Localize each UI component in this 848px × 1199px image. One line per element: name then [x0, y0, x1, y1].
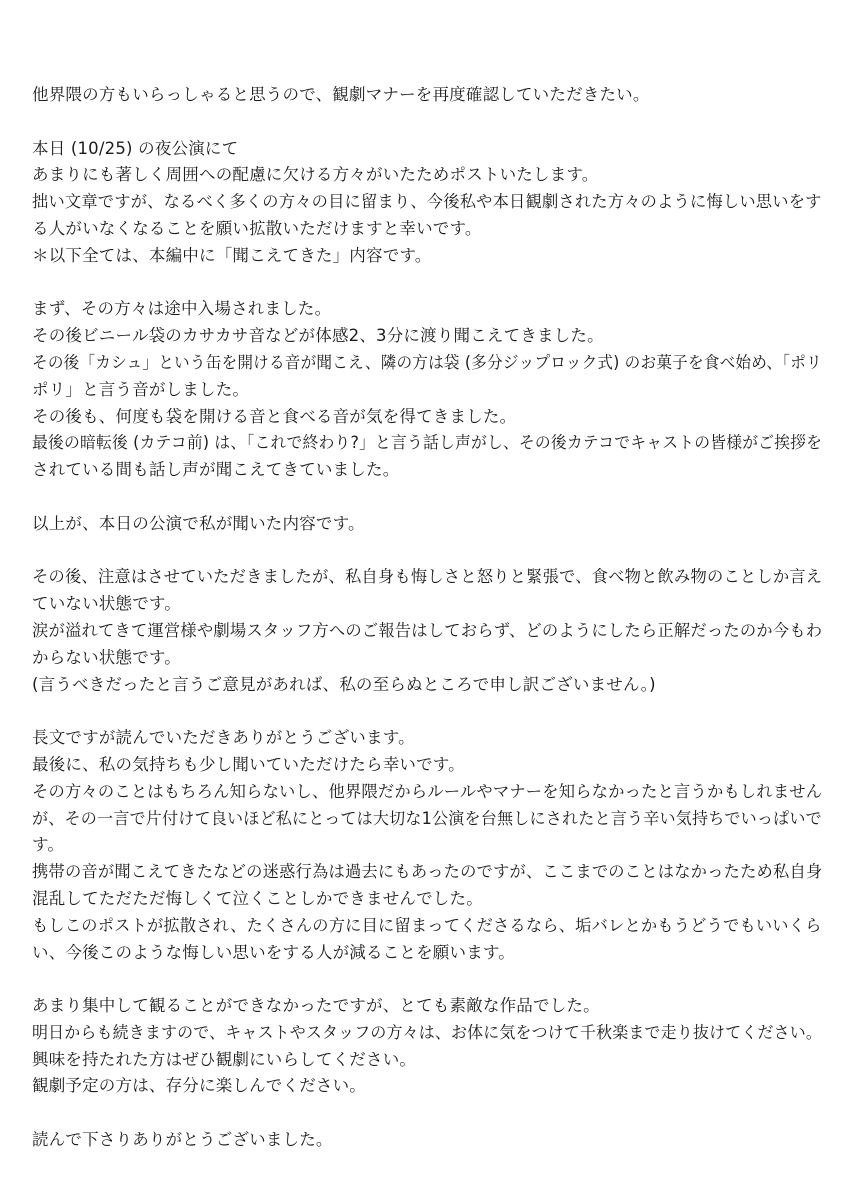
text-line: もしこのポストが拡散され、たくさんの方に目に留まってくださるなら、垢バレとかもうどうでもいいくら — [32, 915, 822, 935]
text-line: ポリ」と言う音がしました。 — [32, 379, 250, 399]
text-line: その後も、何度も袋を開ける音と食べる音が気を得てきました。 — [32, 406, 517, 426]
text-line: 携帯の音が聞こえてきたなどの迷惑行為は過去にもあったのですが、ここまでのことはなかったため私自身 — [32, 862, 823, 882]
text-line: 他界隈の方もいらっしゃると思うので、観劇マナーを再度確認していただきたい。 — [32, 85, 650, 104]
paragraph-gap — [32, 1100, 822, 1127]
paragraph-gap — [32, 698, 822, 725]
text-line: からない状態です。 — [32, 647, 181, 667]
text-line: 明日からも続きますので、キャストやスタッフの方々は、お体に気をつけて千秋楽まで走り抜けてください。 — [32, 1022, 822, 1042]
text-line: 興味を持たれた方はぜひ観劇にいらしてください。 — [32, 1049, 417, 1069]
text-line: い、今後このような悔しい思いをする人が減ることを願います。 — [32, 942, 515, 962]
paragraph-gap — [32, 538, 822, 565]
text-line: あまり集中して観ることができなかったですが、とても素敵な作品でした。 — [32, 996, 600, 1016]
text-line: その後、注意はさせていただきましたが、私自身も悔しさと怒りと緊張で、食べ物と飲み物のことしか言え — [32, 567, 823, 587]
text-line: 拙い文章ですが、なるべく多くの方々の目に留まり、今後私や本日観劇された方々のように悔しい思いをす — [32, 192, 822, 212]
text-line: 読んで下さりありがとうございました。 — [32, 1130, 333, 1150]
paragraph-gap — [32, 484, 822, 511]
text-line: る人がいなくなることを願い拡散いただけますと幸いです。 — [32, 218, 482, 238]
text-line: 涙が溢れてきて運営様や劇場スタッフ方へのご報告はしておらず、どのようにしたら正解だったのか今もわ — [32, 620, 823, 640]
text-line: が、その一言で片付けて良いほど私にとっては大切な1公演を台無しにされたと言う辛い気持ちでいっぱいで — [32, 808, 822, 828]
text-line: その方々のことはもちろん知らないし、他界隈だからルールやマナーを知らなかったと言うかもしれません — [32, 781, 823, 801]
text-line: 以上が、本日の公演で私が聞いた内容です。 — [32, 513, 365, 533]
text-line: あまりにも著しく周囲への配慮に欠ける方々がいたためポストいたします。 — [32, 165, 599, 185]
paragraph-gap — [32, 109, 822, 136]
document-body — [32, 82, 822, 1154]
text-line: ＊以下全ては、本編中に「聞こえてきた」内容です。 — [32, 245, 432, 265]
paragraph-gap — [32, 270, 822, 297]
text-line: 観劇予定の方は、存分に楽しんでください。 — [32, 1076, 366, 1096]
text-line: ていない状態です。 — [32, 594, 181, 614]
text-line: 長文ですが読んでいただきありがとうございます。 — [32, 728, 415, 748]
text-line: その後ビニール袋のカサカサ音などが体感2、3分に渡り聞こえてきました。 — [32, 326, 604, 346]
text-line: 本日 (10/25) の夜公演にて — [32, 138, 239, 158]
text-line: す。 — [32, 835, 65, 855]
text-line: されている間も話し声が聞こえてきていました。 — [32, 460, 400, 480]
text-line: (言うべきだったと言うご意見があれば、私の至らぬところで申し訳ございません。) — [32, 674, 656, 694]
text-line: 混乱してただただ悔しくて泣くことしかできませんでした。 — [32, 888, 483, 908]
text-line: その後「カシュ」という缶を開ける音が聞こえ、隣の方は袋 (多分ジップロック式) のお菓子を食べ始め、「ポリ — [32, 352, 822, 372]
text-line: 最後の暗転後 (カテコ前) は、「これで終わり?」と言う話し声がし、その後カテコでキャストの皆様がご挨拶を — [32, 433, 823, 453]
text-line: まず、その方々は途中入場されました。 — [32, 299, 332, 319]
paragraph-gap — [32, 966, 822, 993]
text-line: 最後に、私の気持ちも少し聞いていただけたら幸いです。 — [32, 754, 465, 774]
